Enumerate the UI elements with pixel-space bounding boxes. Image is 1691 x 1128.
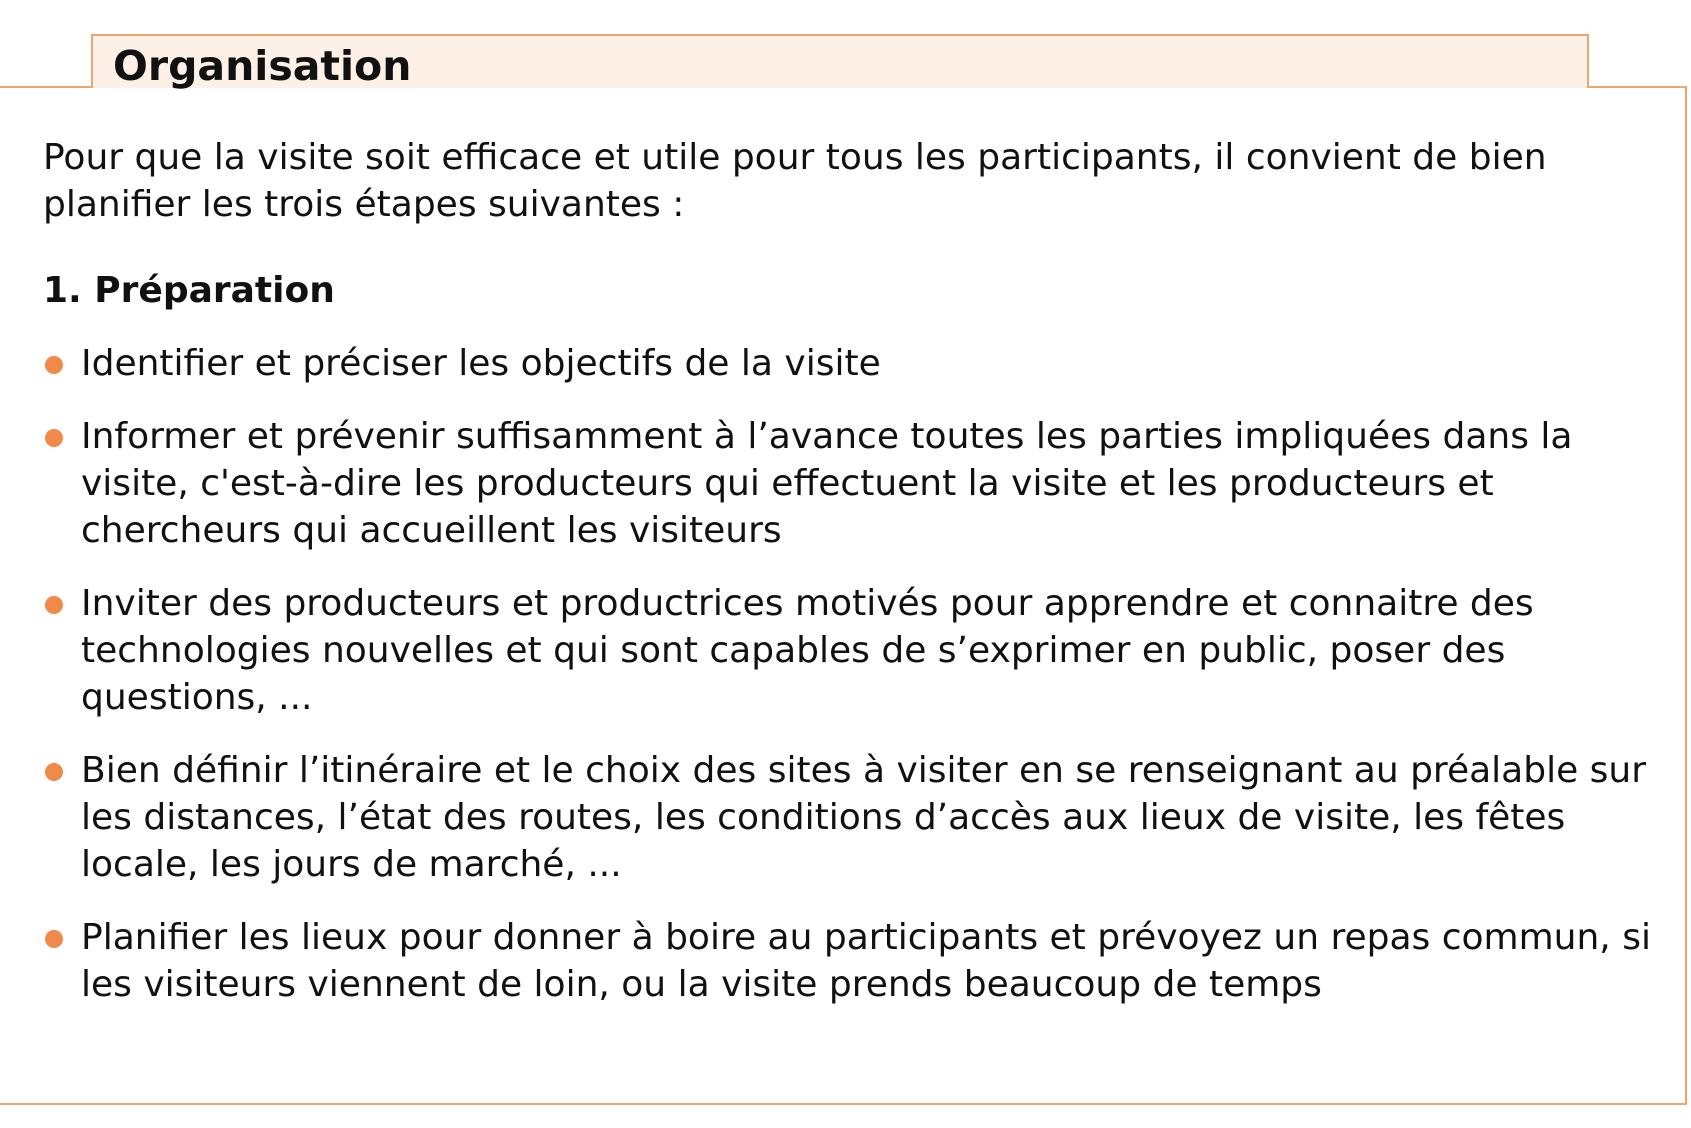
list-item-text: Bien définir l’itinéraire et le choix des sites à visiter en se renseignant au préalable sur les distances, l’état des routes, les conditions d’accès aux lieux de visite, les fêtes locale, les jours de marché, ... [81,750,1647,885]
list-item-text: Inviter des producteurs et productrices motivés pour apprendre et connaitre des technologies nouvelles et qui sont capables de s’exprimer en public, poser des questions, ... [81,583,1534,718]
section-title: Organisation [113,42,412,90]
list-item [43,747,1653,888]
step-heading: 1. Préparation [43,270,335,311]
intro-paragraph: Pour que la visite soit efficace et utile pour tous les participants, il convient de bien planifier les trois étapes suivantes : [43,137,1547,225]
list-item-text: Identifier et préciser les objectifs de la visite [81,343,881,384]
bullet-dot-icon [45,356,63,374]
list-item [43,580,1653,721]
section-title-box [91,34,1589,88]
list-item [43,914,1653,1008]
bullet-dot-icon [45,930,63,948]
list-item [43,413,1653,554]
bullet-dot-icon [45,429,63,447]
bullet-list [43,340,1653,1034]
bullet-dot-icon [45,596,63,614]
list-item-text: Informer et prévenir suffisamment à l’avance toutes les parties impliquées dans la visite, c'est-à-dire les producteurs qui effectuent la visite et les producteurs et chercheurs qui accueillent les visiteurs [81,416,1573,551]
bullet-dot-icon [45,763,63,781]
list-item-text: Planifier les lieux pour donner à boire au participants et prévoyez un repas commun, si les visiteurs viennent de loin, ou la visite prends beaucoup de temps [81,917,1651,1005]
list-item [43,340,1653,387]
